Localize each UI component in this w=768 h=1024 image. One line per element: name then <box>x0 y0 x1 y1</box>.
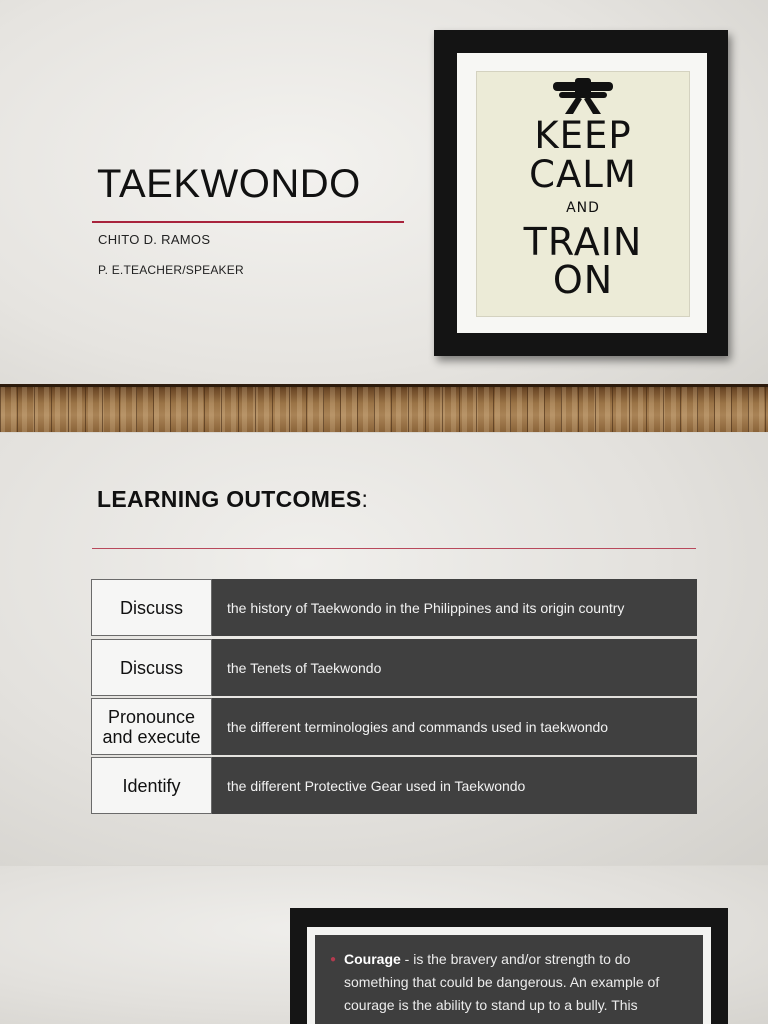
slide-title <box>97 486 368 513</box>
tenet-definition: - is the bravery and/or strength to do something that could be dangerous. An example of courage is the ability to stand up to a bully. This <box>344 951 660 1013</box>
poster-line-train: TRAIN <box>523 220 643 264</box>
tenet-bullet <box>344 948 689 1017</box>
outcome-description: the different Protective Gear used in Taekwondo <box>212 757 697 814</box>
tenets-slide <box>0 866 768 1024</box>
learning-outcomes-slide <box>0 433 768 865</box>
outcome-verb: Discuss <box>91 639 212 696</box>
poster-line-and: AND <box>566 200 600 216</box>
outcome-description: the history of Taekwondo in the Philippines and its origin country <box>212 579 697 636</box>
outcome-row <box>91 639 697 696</box>
title-slide <box>0 0 768 432</box>
accent-divider <box>92 221 404 223</box>
outcome-verb: Identify <box>91 757 212 814</box>
accent-divider <box>92 548 696 549</box>
presenter-name: CHITO D. RAMOS <box>98 232 211 247</box>
outcome-row <box>91 579 697 636</box>
title-suffix: : <box>361 486 369 512</box>
black-belt-knot-icon <box>551 72 615 116</box>
tenet-term: Courage <box>344 951 401 967</box>
poster-line-calm: CALM <box>529 153 637 196</box>
presenter-role: P. E.TEACHER/SPEAKER <box>98 263 244 277</box>
outcome-row <box>91 698 697 755</box>
poster-line-on: ON <box>552 258 614 302</box>
outcome-row <box>91 757 697 814</box>
outcome-description: the Tenets of Taekwondo <box>212 639 697 696</box>
outcome-verb: Discuss <box>91 579 212 636</box>
slide-title: TAEKWONDO <box>97 162 361 206</box>
bullet-icon: ● <box>330 954 337 965</box>
wood-floor <box>0 384 768 432</box>
poster-line-keep: KEEP <box>534 114 632 157</box>
title-text: LEARNING OUTCOMES <box>97 486 362 512</box>
keep-calm-poster <box>476 71 690 317</box>
outcome-description: the different terminologies and commands used in taekwondo <box>212 698 697 755</box>
outcome-verb: Pronounce and execute <box>91 698 212 755</box>
